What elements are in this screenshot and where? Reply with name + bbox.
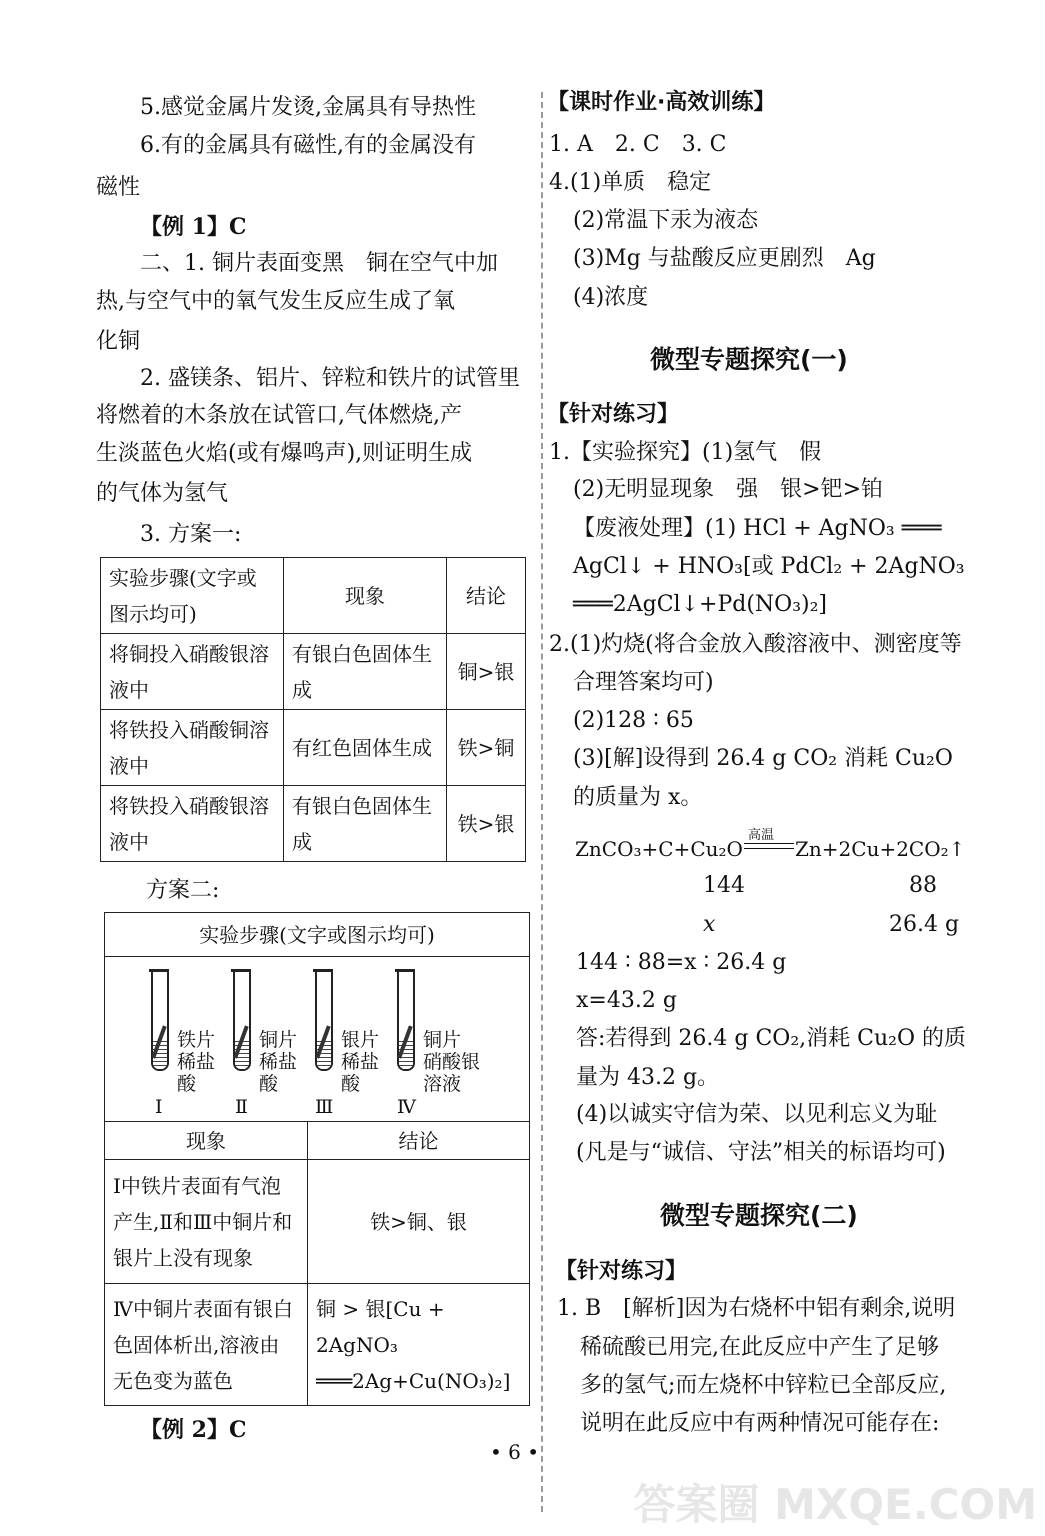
ratio-number: 26.4 g: [889, 912, 960, 937]
tube-number: Ⅳ: [397, 1096, 416, 1118]
answer-line: 答:若得到 26.4 g CO₂,消耗 Cu₂O 的质: [576, 1026, 966, 1051]
section-heading: 【课时作业·高效训练】: [547, 90, 776, 115]
text-line: 6.有的金属具有磁性,有的金属没有: [140, 133, 476, 158]
answer-line: 说明在此反应中有两种情况可能存在:: [580, 1411, 940, 1436]
section-title: 微型专题探究(二): [660, 1201, 858, 1230]
column-divider: [541, 92, 543, 1512]
tube-label: 银片: [341, 1029, 380, 1051]
answer-line: (3)Mg 与盐酸反应更剧烈 Ag: [573, 246, 876, 271]
tube-number: Ⅲ: [315, 1096, 334, 1118]
tube-label: 稀盐: [341, 1051, 380, 1073]
table-cell: 将铜投入硝酸银溶液中: [101, 634, 284, 710]
answer-line: (凡是与“诚信、守法”相关的标语均可): [576, 1140, 946, 1165]
table-cell: Ⅳ中铜片表面有银白色固体析出,溶液由无色变为蓝色: [105, 1284, 308, 1406]
text-line: 的气体为氢气: [96, 481, 229, 506]
table-header: 结论: [308, 1122, 530, 1160]
tube-label: 铜片: [423, 1029, 462, 1051]
answer-line: 1. B [解析]因为右烧杯中铝有剩余,说明: [557, 1296, 956, 1321]
table-cell: 铁>铜: [447, 710, 526, 786]
test-tube-icon: [397, 969, 415, 1071]
table-cell: 将铁投入硝酸银溶液中: [101, 786, 284, 862]
table-cell: 有银白色固体生成: [284, 786, 447, 862]
text-line: 二、1. 铜片表面变黑 铜在空气中加: [140, 251, 498, 276]
table-header: 实验步骤(文字或图示均可): [101, 558, 284, 634]
answer-line: 【废液处理】(1) HCl + AgNO₃ ═══: [573, 516, 942, 541]
text-line: 磁性: [96, 175, 141, 200]
plan2-table: [104, 912, 530, 1406]
table-cell: 将铁投入硝酸铜溶液中: [101, 710, 284, 786]
table-cell: Ⅰ中铁片表面有气泡产生,Ⅱ和Ⅲ中铜片和银片上没有现象: [105, 1160, 308, 1284]
test-tube-icon: [151, 969, 169, 1071]
test-tube-figure: [105, 957, 530, 1122]
tube-label: 硝酸银: [423, 1051, 481, 1073]
equation-left: ZnCO₃+C+Cu₂O: [575, 837, 743, 861]
table-cell: 铁>铜、银: [308, 1160, 530, 1284]
table-cell: 铜>银: [447, 634, 526, 710]
watermark: 答案圈 MXQE.COM: [633, 1480, 1037, 1529]
tube-label: 稀盐: [259, 1051, 298, 1073]
ratio-number: 88: [909, 873, 937, 898]
answer-line: AgCl↓ + HNO₃[或 PdCl₂ + 2AgNO₃: [573, 554, 965, 579]
answer-line: ═══2AgCl↓+Pd(NO₃)₂]: [573, 592, 827, 617]
answer-line: 4.(1)单质 稳定: [549, 170, 712, 195]
example-label: 【例 1】C: [140, 214, 247, 240]
text-line: 3. 方案一:: [140, 522, 242, 547]
tube-number: Ⅱ: [235, 1096, 248, 1118]
test-tube-icon: [315, 969, 333, 1071]
answer-line: 合理答案均可): [573, 670, 714, 695]
answer-line: 量为 43.2 g。: [576, 1065, 720, 1090]
text-line: 2. 盛镁条、铝片、锌粒和铁片的试管里: [140, 366, 520, 391]
section-title: 微型专题探究(一): [650, 345, 848, 374]
plan1-table: [100, 557, 526, 862]
text-line: 方案二:: [146, 878, 220, 903]
tube-number: Ⅰ: [155, 1096, 163, 1118]
answer-line: (4)以诚实守信为荣、以见利忘义为耻: [576, 1102, 938, 1127]
answer-line: (2)无明显现象 强 银>钯>铂: [573, 477, 884, 502]
text-line: 化铜: [96, 329, 141, 354]
equation-line: 铜 > 银[Cu + 2AgNO₃: [316, 1296, 445, 1357]
answer-line: (4)浓度: [573, 285, 649, 310]
tube-label: 酸: [341, 1073, 361, 1095]
page-number: • 6 •: [490, 1440, 540, 1464]
table-header: 结论: [447, 558, 526, 634]
table-cell: 有银白色固体生成: [284, 634, 447, 710]
reaction-condition: 高温: [748, 828, 775, 843]
table-header: 现象: [284, 558, 447, 634]
tube-label: 铜片: [259, 1029, 298, 1051]
answer-line: 多的氢气;而左烧杯中锌粒已全部反应,: [580, 1373, 947, 1398]
text-line: 生淡蓝色火焰(或有爆鸣声),则证明生成: [96, 441, 473, 466]
tube-label: 酸: [259, 1073, 279, 1095]
table-header: 实验步骤(文字或图示均可): [105, 913, 530, 957]
example-label: 【例 2】C: [140, 1417, 247, 1443]
test-tube-icon: [233, 969, 251, 1071]
answer-line: 1.【实验探究】(1)氢气 假: [549, 440, 822, 465]
answer-line: (2)常温下汞为液态: [573, 208, 759, 233]
tube-label: 溶液: [423, 1073, 462, 1095]
section-heading: 【针对练习】: [547, 402, 680, 427]
answer-line: 稀硫酸已用完,在此反应中产生了足够: [580, 1335, 939, 1360]
answer-line: 144 ∶ 88=x ∶ 26.4 g: [576, 950, 787, 975]
equation-line: ═══2Ag+Cu(NO₃)₂]: [316, 1368, 511, 1393]
section-heading: 【针对练习】: [555, 1259, 688, 1284]
ratio-number: x: [703, 912, 716, 937]
answer-line: 的质量为 x。: [573, 785, 703, 810]
answer-line: 1. A 2. C 3. C: [549, 132, 727, 157]
text-line: 将燃着的木条放在试管口,气体燃烧,产: [96, 403, 462, 428]
table-cell: [308, 1284, 530, 1406]
table-cell: 有红色固体生成: [284, 710, 447, 786]
text-line: 热,与空气中的氧气发生反应生成了氧: [96, 289, 455, 314]
table-header: 现象: [105, 1122, 308, 1160]
equation-right: Zn+2Cu+2CO₂↑: [795, 837, 966, 861]
tube-label: 稀盐: [177, 1051, 216, 1073]
answer-line: x=43.2 g: [576, 988, 677, 1013]
ratio-number: 144: [703, 873, 745, 898]
answer-line: (3)[解]设得到 26.4 g CO₂ 消耗 Cu₂O: [573, 746, 953, 771]
answer-line: (2)128 ∶ 65: [573, 708, 694, 733]
tube-label: 酸: [177, 1073, 197, 1095]
table-cell: 铁>银: [447, 786, 526, 862]
text-line: 5.感觉金属片发烫,金属具有导热性: [140, 95, 476, 120]
tube-label: 铁片: [177, 1029, 216, 1051]
answer-line: 2.(1)灼烧(将合金放入酸溶液中、测密度等: [549, 632, 962, 657]
